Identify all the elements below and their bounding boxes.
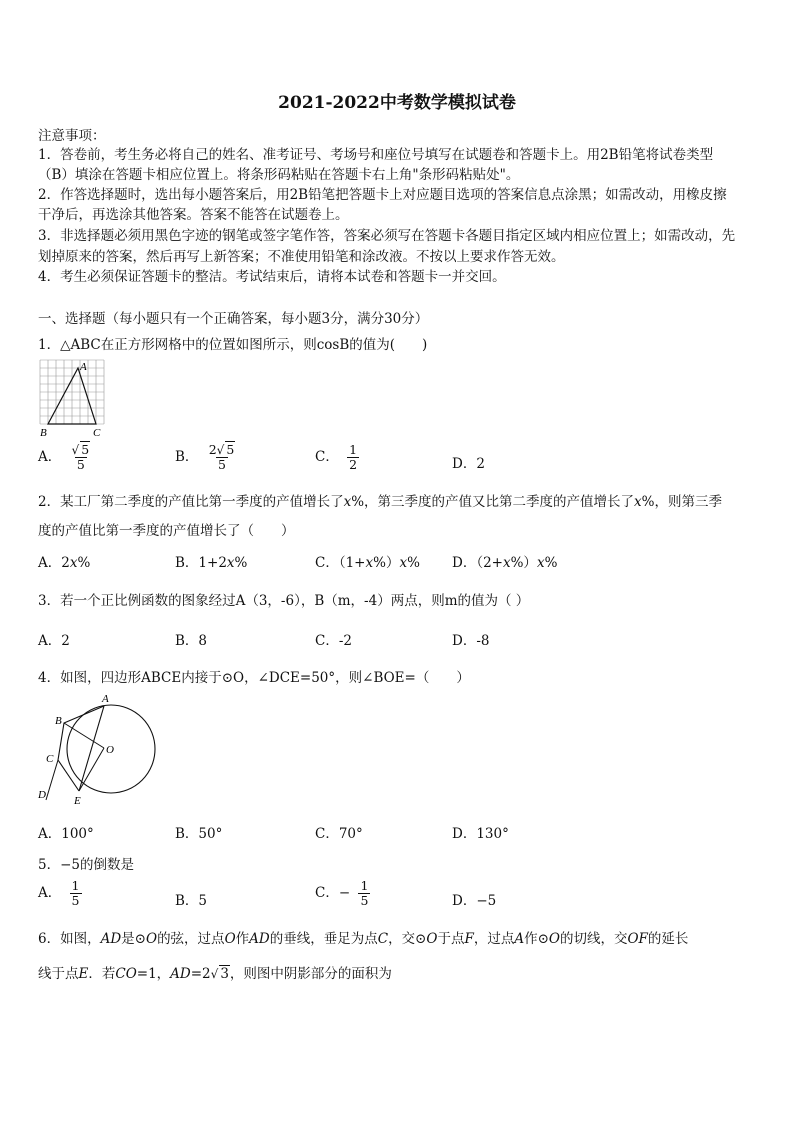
- q2-option-c: C．（1+x%）x%: [315, 555, 420, 571]
- question-4-circle-figure: [34, 690, 156, 812]
- label-b: B: [55, 715, 62, 727]
- q5-option-d: D．−5: [452, 893, 497, 909]
- question-1-grid-figure: [38, 358, 110, 440]
- label-c: C: [46, 753, 54, 765]
- notice-line: 划掉原来的答案，然后再写上新答案；不准使用铅笔和涂改液。不按以上要求作答无效。: [38, 249, 565, 265]
- question-2-line-1: 2．某工厂第二季度的产值比第一季度的产值增长了x%，第三季度的产值又比第二季度的产值增长了x%，则第三季: [38, 494, 722, 510]
- notice-line: 1．答卷前，考生务必将自己的姓名、准考证号、考场号和座位号填写在试题卷和答题卡上。用2B铅笔将试卷类型: [38, 147, 714, 163]
- label-o: O: [106, 744, 114, 756]
- label-c: C: [93, 427, 101, 439]
- q3-option-c: C．-2: [315, 633, 352, 649]
- q3-option-a: A．2: [38, 633, 70, 649]
- notice-heading: 注意事项：: [38, 128, 106, 144]
- q4-option-a: A．100°: [38, 826, 94, 842]
- q4-option-d: D．130°: [452, 826, 509, 842]
- question-5-stem: 5．−5的倒数是: [38, 857, 134, 873]
- section-heading: 一、选择题（每小题只有一个正确答案，每小题3分，满分30分）: [38, 311, 429, 327]
- question-6-line-1: 6．如图，AD是⊙O的弦，过点O作AD的垂线，垂足为点C，交⊙O于点F，过点A作⊙O的切线，交OF的延长: [38, 931, 689, 947]
- label-b: B: [40, 427, 47, 439]
- question-2-line-2: 度的产值比第一季度的产值增长了（ ）: [38, 523, 295, 539]
- notice-line: （B）填涂在答题卡相应位置上。将条形码粘贴在答题卡右上角"条形码粘贴处"。: [38, 167, 520, 183]
- question-1-stem: 1．△ABC在正方形网格中的位置如图所示，则cosB的值为( ): [38, 337, 428, 353]
- q3-option-d: D．-8: [452, 633, 490, 649]
- q4-option-b: B．50°: [175, 826, 223, 842]
- notice-line: 3．非选择题必须用黑色字迹的钢笔或签字笔作答，答案必须写在答题卡各题目指定区域内相应位置上；如需改动，先: [38, 228, 736, 244]
- q2-option-d: D．（2+x%）x%: [452, 555, 558, 571]
- notice-line: 4．考生必须保证答题卡的整洁。考试结束后，请将本试卷和答题卡一并交回。: [38, 269, 506, 285]
- q3-option-b: B．8: [175, 633, 208, 649]
- q2-option-a: A．2x%: [38, 555, 91, 571]
- q1-option-b: B． $\frac{2√ 5}{5}$: [175, 442, 235, 472]
- question-3-stem: 3．若一个正比例函数的图象经过A（3，-6），B（m，-4）两点，则m的值为（ ）: [38, 593, 530, 609]
- page-title: 2021-2022中考数学模拟试卷: [278, 93, 516, 113]
- q2-option-b: B．1+2x%: [175, 555, 248, 571]
- q5-option-b: B．5: [175, 893, 208, 909]
- q5-option-c: C．− $\frac{1}{5}$: [315, 878, 369, 908]
- label-e: E: [74, 795, 81, 807]
- q5-option-a: A． $\frac{1}{5}$: [38, 878, 80, 908]
- notice-line: 2．作答选择题时，选出每小题答案后，用2B铅笔把答题卡上对应题目选项的答案信息点涂黑；如需改动，用橡皮擦: [38, 187, 727, 203]
- question-4-stem: 4．如图，四边形ABCE内接于⊙O，∠DCE=50°，则∠BOE=（ ）: [38, 670, 470, 686]
- q1-option-d: D．2: [452, 456, 485, 472]
- q1-option-c: C． $\frac{1}{2}$: [315, 442, 358, 472]
- label-a: A: [80, 361, 87, 373]
- label-a: A: [102, 693, 109, 705]
- q1-option-a: A． $\frac{√ 5}{5}$: [38, 442, 90, 472]
- label-d: D: [38, 789, 46, 801]
- notice-line: 干净后，再选涂其他答案。答案不能答在试题卷上。: [38, 207, 349, 223]
- q4-option-c: C．70°: [315, 826, 363, 842]
- question-6-line-2: 线于点E．若CO=1，AD=2√ 3，则图中阴影部分的面积为: [38, 966, 392, 982]
